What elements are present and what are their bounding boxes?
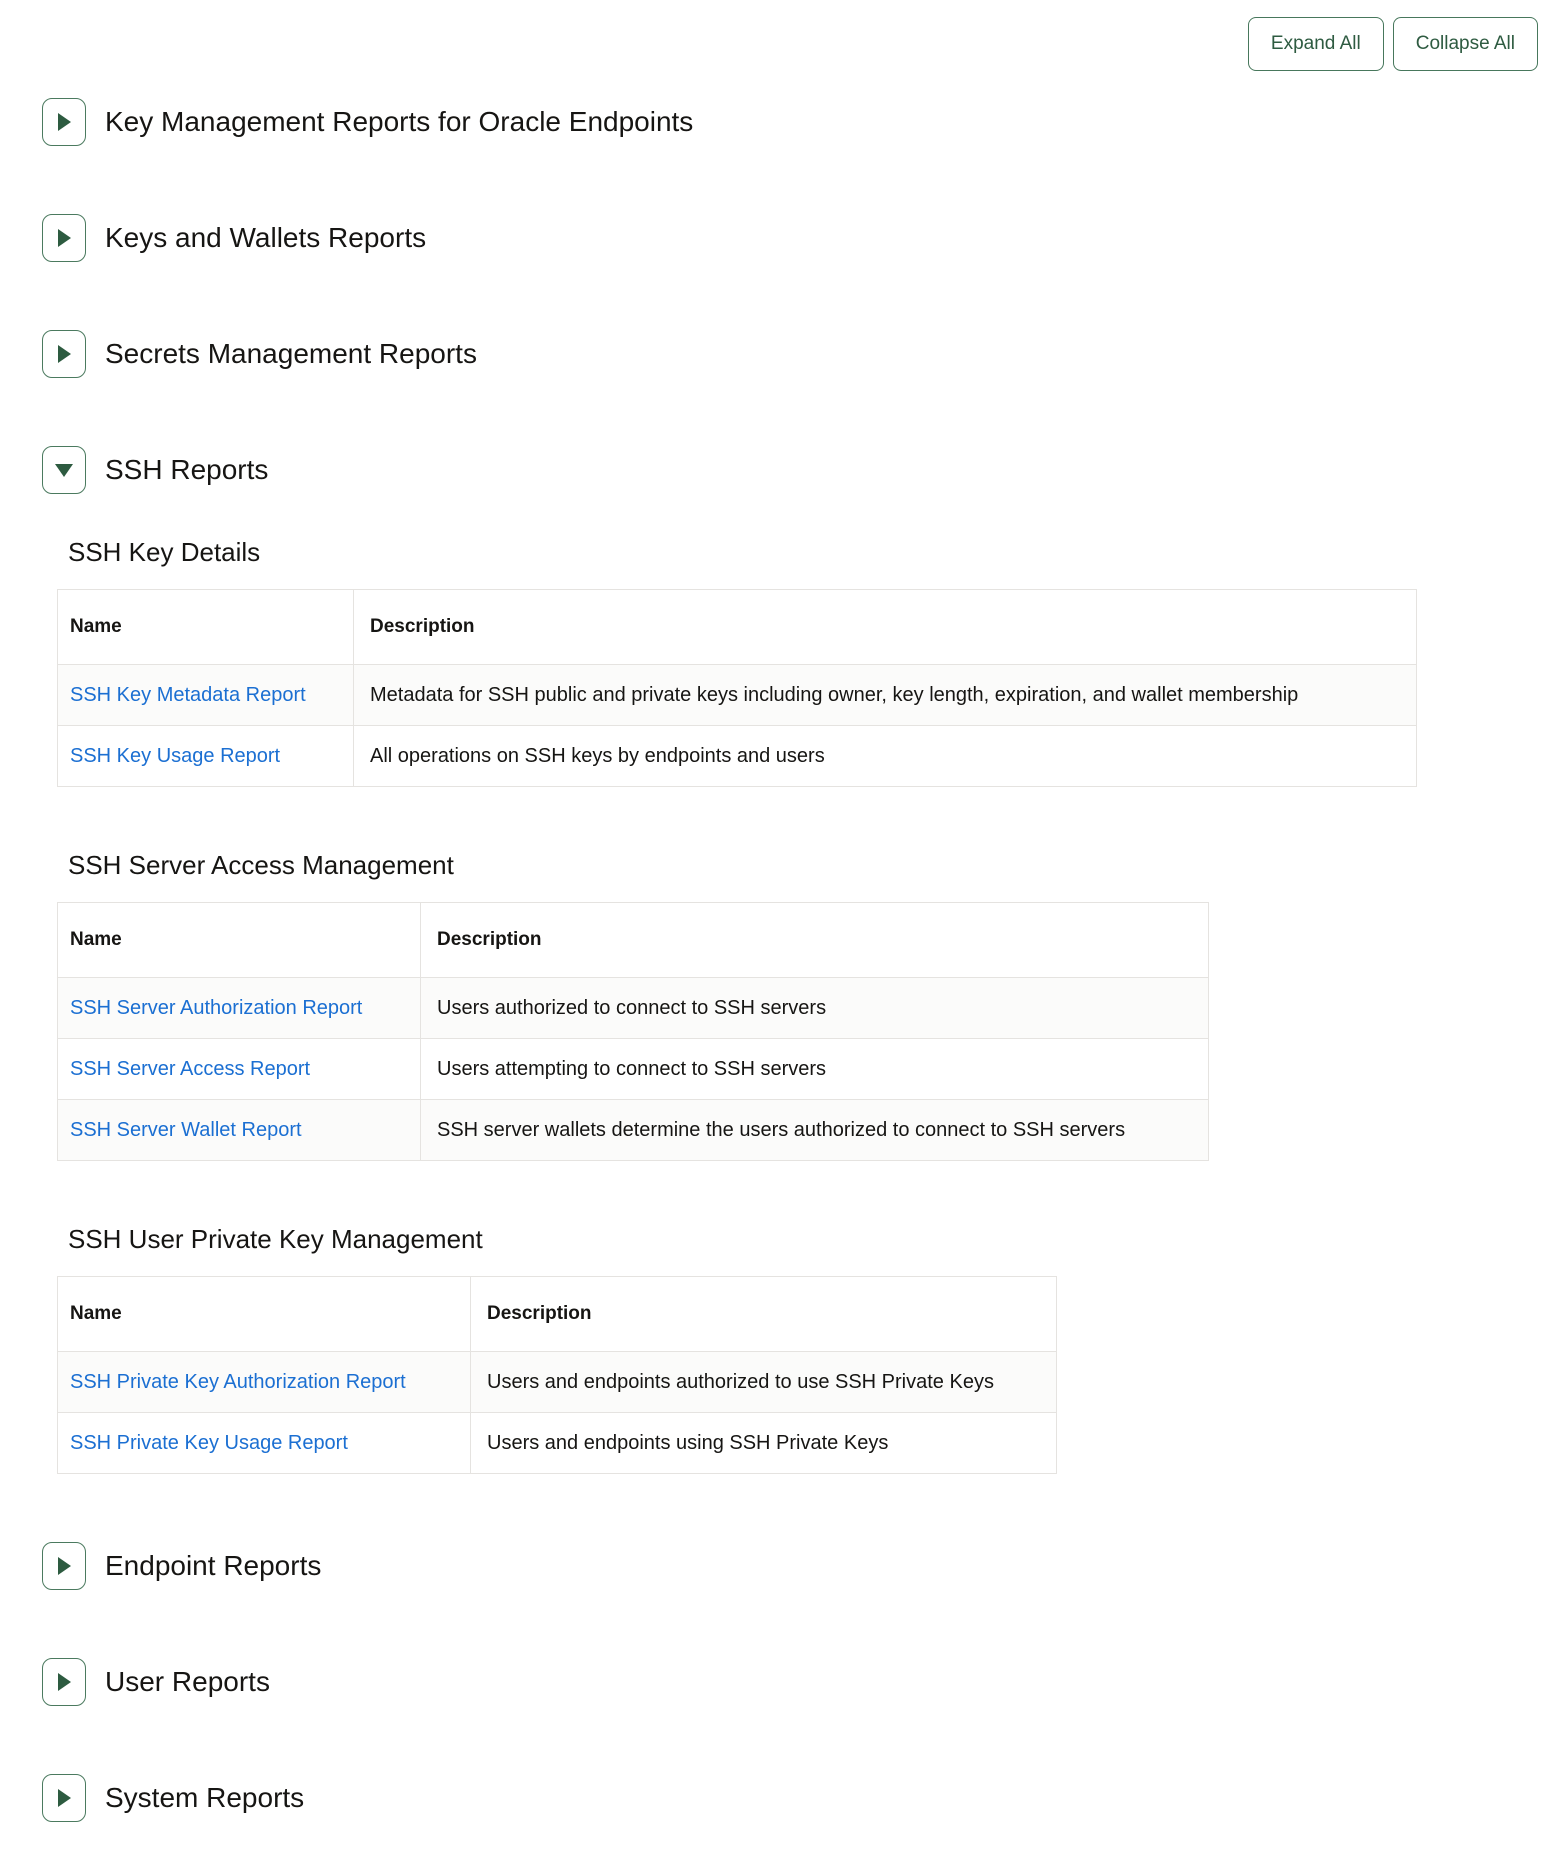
section-toggle-button[interactable] [42, 1542, 86, 1590]
section-header [42, 446, 1568, 494]
report-link[interactable]: SSH Server Authorization Report [70, 997, 363, 1019]
report-name-cell [58, 1100, 421, 1161]
report-group [57, 850, 1568, 1161]
column-header: Name [58, 590, 354, 665]
toolbar [0, 0, 1568, 71]
section-header [42, 1658, 1568, 1706]
chevron-right-icon [58, 1789, 71, 1807]
section-title: Keys and Wallets Reports [105, 222, 427, 254]
report-link[interactable]: SSH Server Wallet Report [70, 1119, 302, 1141]
table-row [58, 665, 1417, 726]
report-link[interactable]: SSH Private Key Usage Report [70, 1432, 348, 1454]
group-title: SSH Server Access Management [68, 850, 454, 880]
section-header [42, 214, 1568, 262]
table-row [58, 1413, 1057, 1474]
column-header: Description [354, 590, 1417, 665]
report-table [57, 902, 1209, 1161]
section-toggle-button[interactable] [42, 98, 86, 146]
section-toggle-button[interactable] [42, 330, 86, 378]
section-title: Key Management Reports for Oracle Endpoints [105, 106, 694, 138]
report-description-cell: Users authorized to connect to SSH servers [421, 978, 1209, 1039]
report-group [57, 1224, 1568, 1474]
report-description-cell: Users attempting to connect to SSH servers [421, 1039, 1209, 1100]
report-link[interactable]: SSH Private Key Authorization Report [70, 1371, 406, 1393]
report-name-cell [58, 1039, 421, 1100]
section-title: SSH Reports [105, 454, 269, 486]
report-sections [0, 98, 1568, 1822]
report-section [42, 446, 1568, 1474]
group-title: SSH User Private Key Management [68, 1224, 483, 1254]
chevron-right-icon [58, 229, 71, 247]
column-header: Name [58, 1277, 471, 1352]
chevron-right-icon [58, 113, 71, 131]
report-section [42, 1542, 1568, 1590]
section-header [42, 1542, 1568, 1590]
table-row [58, 1039, 1209, 1100]
column-header: Description [421, 903, 1209, 978]
chevron-right-icon [58, 345, 71, 363]
report-section [42, 214, 1568, 262]
section-title: Endpoint Reports [105, 1550, 322, 1582]
chevron-right-icon [58, 1557, 71, 1575]
report-section [42, 98, 1568, 146]
expand-all-button[interactable]: Expand All [1248, 17, 1384, 71]
section-header [42, 330, 1568, 378]
report-link[interactable]: SSH Key Usage Report [70, 745, 281, 767]
report-description-cell: SSH server wallets determine the users authorized to connect to SSH servers [421, 1100, 1209, 1161]
section-header [42, 98, 1568, 146]
section-toggle-button[interactable] [42, 446, 86, 494]
table-row [58, 1352, 1057, 1413]
chevron-right-icon [58, 1673, 71, 1691]
section-body [57, 537, 1568, 1474]
group-title: SSH Key Details [68, 537, 261, 567]
table-header-row [58, 590, 1417, 665]
report-description-cell: All operations on SSH keys by endpoints and users [354, 726, 1417, 787]
section-toggle-button[interactable] [42, 1658, 86, 1706]
report-name-cell [58, 665, 354, 726]
report-section [42, 330, 1568, 378]
report-description-cell: Metadata for SSH public and private keys including owner, key length, expiration, and wallet membership [354, 665, 1417, 726]
table-row [58, 1100, 1209, 1161]
table-row [58, 978, 1209, 1039]
report-name-cell [58, 1352, 471, 1413]
column-header: Description [471, 1277, 1057, 1352]
report-section [42, 1774, 1568, 1822]
section-toggle-button[interactable] [42, 1774, 86, 1822]
report-description-cell: Users and endpoints using SSH Private Keys [471, 1413, 1057, 1474]
report-table [57, 589, 1417, 787]
table-header-row [58, 1277, 1057, 1352]
collapse-all-button[interactable]: Collapse All [1393, 17, 1538, 71]
report-name-cell [58, 978, 421, 1039]
table-row [58, 726, 1417, 787]
section-title: System Reports [105, 1782, 305, 1814]
chevron-down-icon [55, 464, 73, 477]
section-header [42, 1774, 1568, 1822]
report-name-cell [58, 1413, 471, 1474]
section-toggle-button[interactable] [42, 214, 86, 262]
column-header: Name [58, 903, 421, 978]
report-description-cell: Users and endpoints authorized to use SSH Private Keys [471, 1352, 1057, 1413]
report-section [42, 1658, 1568, 1706]
report-table [57, 1276, 1057, 1474]
section-title: Secrets Management Reports [105, 338, 477, 370]
report-group [57, 537, 1568, 787]
table-header-row [58, 903, 1209, 978]
report-link[interactable]: SSH Key Metadata Report [70, 684, 306, 706]
report-link[interactable]: SSH Server Access Report [70, 1058, 311, 1080]
section-title: User Reports [105, 1666, 270, 1698]
report-name-cell [58, 726, 354, 787]
